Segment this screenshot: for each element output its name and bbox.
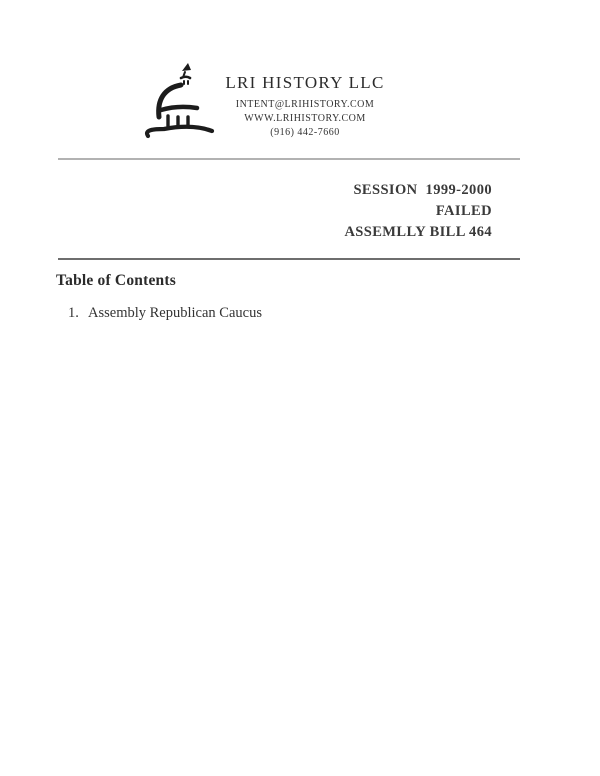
case-info-block (344, 180, 492, 243)
toc-item-label: Assembly Republican Caucus (88, 305, 262, 321)
toc-item-number: 1. (68, 305, 79, 321)
logo-flag (182, 63, 191, 71)
company-website: WWW.LRIHISTORY.COM (244, 113, 366, 124)
divider-bottom (58, 258, 520, 260)
company-name: LRI HISTORY LLC (225, 73, 385, 92)
company-header (155, 73, 455, 140)
company-phone: (916) 442-7660 (270, 127, 340, 138)
toc-title: Table of Contents (56, 272, 176, 289)
status-line: FAILED (435, 203, 492, 219)
session-line: SESSION 1999-2000 (353, 182, 492, 198)
company-email: INTENT@LRIHISTORY.COM (235, 99, 375, 110)
toc-item (68, 305, 262, 322)
bill-line: ASSEMLLY BILL 464 (344, 224, 492, 240)
divider-top (58, 158, 520, 160)
